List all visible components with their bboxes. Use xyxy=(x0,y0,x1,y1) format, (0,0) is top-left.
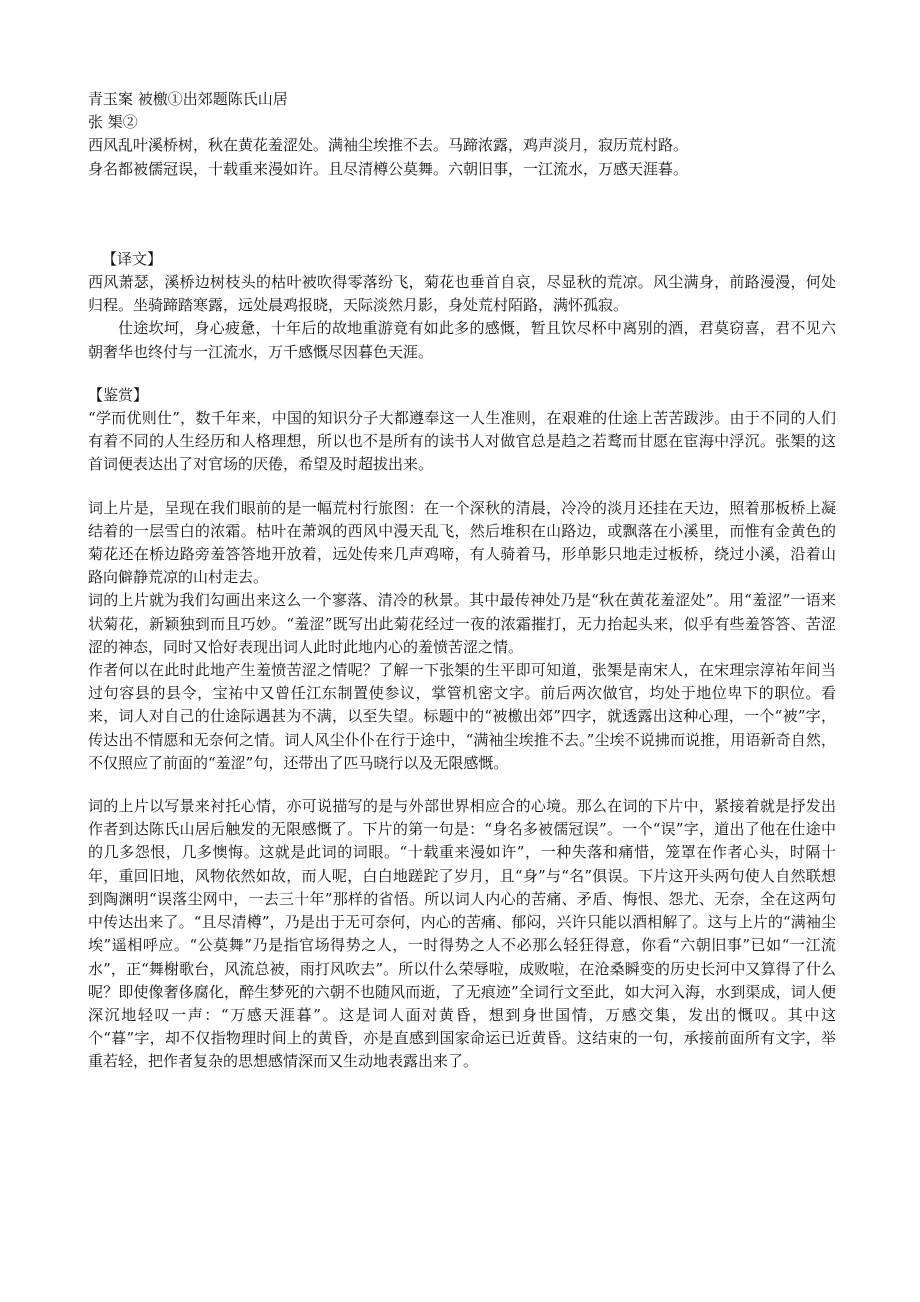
spacer xyxy=(88,181,836,225)
document-body xyxy=(88,88,836,1074)
spacer xyxy=(88,775,836,795)
spacer xyxy=(88,364,836,384)
poem-title: 青玉案 被檄①出郊题陈氏山居 xyxy=(88,90,288,108)
poem-verse-2: 身名都被儒冠误，十载重来漫如许。且尽清樽公莫舞。六朝旧事，一江流水，万感天涯暮。 xyxy=(88,159,689,178)
spacer xyxy=(88,477,836,497)
appreciation-paragraph-3: 词的上片就为我们勾画出来这么一个寥落、清冷的秋景。其中最传神处乃是“秋在黄花羞涩处”。用“羞涩”一语来状菊花，新颖独到而且巧妙。“羞涩”既写出此菊花经过一夜的浓霜摧打，无力抬起头来，似乎有些羞答答、苦涩涩的神态，同时又恰好表现出词人此时此地内心的羞愤苦涩之情。 xyxy=(88,591,836,656)
appreciation-paragraph-1: “学而优则仕”，数千年来，中国的知识分子大都遵奉这一人生准则，在艰难的仕途上苦苦跋涉。由于不同的人们有着不同的人生经历和人格理想，所以也不是所有的读书人对做官总是趋之若鹜而甘愿在宦海中浮沉。张榘的这首词便表达出了对官场的厌倦，希望及时超拔出来。 xyxy=(88,409,836,474)
appreciation-paragraph-2: 词上片是，呈现在我们眼前的是一幅荒村行旅图：在一个深秋的清晨，冷冷的淡月还挂在天边，照着那板桥上凝结着的一层雪白的浓霜。枯叶在萧飒的西风中漫天乱飞，然后堆积在山路边，或飘落在小溪里，而惟有金黄色的菊花还在桥边路旁羞答答地开放着，远处传来几声鸡啼，有人骑着马，形单影只地走过板桥，绕过小溪，沿着山路向僻静荒凉的山村走去。 xyxy=(88,498,836,587)
appreciation-heading: 【鉴赏】 xyxy=(88,385,149,404)
translation-paragraph-2: 仕途坎坷，身心疲惫，十年后的故地重游竟有如此多的感慨，暂且饮尽杯中离别的酒，君莫窃喜，君不见六朝奢华也终付与一江流水，万千感慨尽因暮色天涯。 xyxy=(88,319,836,361)
appreciation-paragraph-4: 作者何以在此时此地产生羞愤苦涩之情呢？了解一下张榘的生平即可知道，张榘是南宋人，在宋理宗淳祐年间当过句容县的县令，宝祐中又曾任江东制置使参议，掌管机密文字。前后两次做官，均处于地位卑下的职位。看来，词人对自己的仕途际遇甚为不满，以至失望。标题中的“被檄出郊”四字，就透露出这种心理，一个“被”字，传达出不情愿和无奈何之情。词人风尘仆仆在行于途中，“满袖尘埃推不去。”尘埃不说拂而说推，用语新奇自然，不仅照应了前面的“羞涩”句，还带出了匹马晓行以及无限感慨。 xyxy=(88,661,836,772)
translation-paragraph-1: 西风萧瑟，溪桥边树枝头的枯叶被吹得零落纷飞，菊花也垂首自哀，尽显秋的荒凉。风尘满身，前路漫漫，何处归程。坐骑蹄踏寒露，远处晨鸡报晓，天际淡然月影，身处荒村陌路，满怀孤寂。 xyxy=(88,273,836,315)
poem-author: 张 榘② xyxy=(88,113,138,132)
poem-verse-1: 西风乱叶溪桥树，秋在黄花羞涩处。满袖尘埃推不去。马蹄浓露，鸡声淡月，寂历荒村路。 xyxy=(88,136,689,155)
translation-heading: 【译文】 xyxy=(102,249,163,268)
spacer xyxy=(88,225,836,248)
appreciation-paragraph-5: 词的上片以写景来衬托心情，亦可说描写的是与外部世界相应合的心境。那么在词的下片中，紧接着就是抒发出作者到达陈氏山居后触发的无限感慨了。下片的第一句是：“身名多被儒冠误”。一个“误”字，道出了他在仕途中的几多怨恨，几多懊悔。这就是此词的词眼。“十载重来漫如许”，一种失落和痛惜，笼罩在作者心头，时隔十年，重回旧地，风物依然如故，而人呢，白白地蹉跎了岁月，且“身”与“名”俱误。下片这开头两句使人自然联想到陶渊明“误落尘网中，一去三十年”那样的省悟。所以词人内心的苦痛、矛盾、悔恨、怨尤、无奈，全在这两句中传达出来了。“且尽清樽”，乃是出于无可奈何，内心的苦痛、郁闷，兴许只能以酒相解了。这与上片的“满袖尘埃”遥相呼应。“公莫舞”乃是指官场得势之人，一时得势之人不必那么轻狂得意，你看“六朝旧事”已如“一江流水”，正“舞榭歌台，风流总被，雨打风吹去”。所以什么荣辱啦，成败啦，在沧桑瞬变的历史长河中又算得了什么呢？即使像奢侈腐化，醉生梦死的六朝不也随风而逝，了无痕迹”全词行文至此，如大河入海，水到渠成，词人便深沉地轻叹一声：“万感天涯暮”。这是词人面对黄昏，想到身世国情，万感交集，发出的慨叹。其中这个“暮”字，却不仅指物理时间上的黄昏，亦是直感到国家命运已近黄昏。这结束的一句，承接前面所有文字，举重若轻，把作者复杂的思想感情深而又生动地表露出来了。 xyxy=(88,797,836,1071)
